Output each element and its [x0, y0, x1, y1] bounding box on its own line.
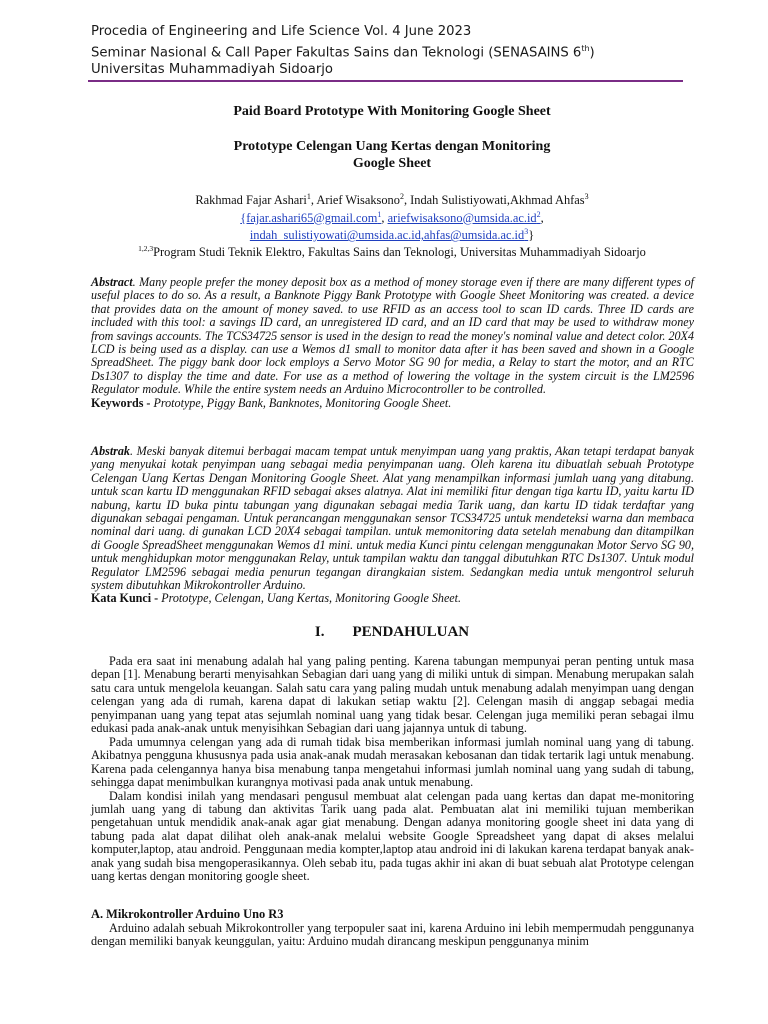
abstract-english [91, 276, 694, 410]
arduino-body [91, 922, 694, 949]
kata-kunci: Kata Kunci - Prototype, Celengan, Uang Kertas, Monitoring Google Sheet. [91, 591, 462, 606]
subsection-heading-arduino: A. Mikrokontroller Arduino Uno R3 [91, 907, 284, 921]
abstrak-body: Abstrak. Meski banyak ditemui berbagai macam tempat untuk menyimpan uang yang praktis, Akan tetapi terdapat banyak yang menyukai kotak penyimpan uang sebagai media penyimpanan uang. Oleh karena itu dibuatlah sebuah Prototype Celengan Uang Kertas Dengan Monitoring Google Sheet. Alat yang menampilkan informasi jumlah uang yang ditabung. untuk scan kartu ID menggunakan RFID sebagai akses alatnya. Alat ini memiliki fitur dengan tiga kartu ID, yaitu kartu ID nabung, kartu ID buka pintu tabungan yang digunakan sebagai media Tarik uang, dan kartu ID tidak terdaftar yang digunakan sebagai pengaman. Untuk perancangan menggunakan sensor TCS34725 untuk mendeteksi warna dan membaca nominal dari uang. di gunakan LCD 20X4 sebagai tampilan. untuk memonitoring data setelah menabung dan ditampilkan di Google SpreadSheet menggunakan Wemos d1 mini. untuk media Kunci pintu celengan menggunakan Motor Servo SG 90, untuk menghidupkan motor menggunakan Relay, untuk tampilan waktu dan tanggal dibutuhkan RTC Ds1307. Untuk modul Regulator LM2596 sebagai media penurun tegangan dirangkaian sistem. Sedangkan media untuk mengontrol seluruh system dibutuhkan Mikrokontroller Arduino. [91, 444, 694, 593]
author-emails-line-1: {fajar.ashari65@gmail.com$^1$, $ariefwisaksono@umsida.ac.id^2$, [240, 209, 544, 225]
paper-title-english: Paid Board Prototype With Monitoring Google Sheet [233, 104, 551, 119]
email-link-3[interactable]: $indah\_sulistiyowati@umsida.ac.id,ahfas@umsida.ac.id^3$ [249, 227, 529, 243]
paragraph: Dalam kondisi inilah yang mendasari pengusul membuat alat celengan pada uang kertas dan dapat me-monitoring jumlah uang yang di tabung dan aktivitas Tarik uang pada alat. Pembuatan alat ini memiliki tujuan memberikan pengetahuan untuk mendidik anak-anak agar giat menabung. Dengan adanya monitoring google sheet ini data yang di tabung pada alat dapat dilihat oleh anak-anak melalui website Google Spreadsheet yang dapat di akses melalui komputer,laptop, atau android. Penggunaan media kompter,laptop atau android ini di lakukan karena terdapat banyak anak-anak yang sudah bisa mengoperasikannya. Oleh sebab itu, pada tugas akhir ini akan di buat sebuah alat Prototype celengan uang kertas dengan monitoring google sheet. [91, 788, 694, 884]
abstract-body: Abstract. Many people prefer the money deposit box as a method of money storage even if there are many different types of useful places to do so. As a result, a Banknote Piggy Bank Prototype with Google Sheet Monitoring was created. a device that provides data on the amount of money saved. to use RFID as an access tool to scan ID cards. Three ID cards are included with this tool: a savings ID card, an unregistered ID card, and an ID card that may be used to withdraw money from savings accounts. The TCS34725 sensor is used in the design to read the money's nominal value and detect color. 20X4 LCD is being used as a display. can use a Wemos d1 small to monitor data after it has been saved and shown in a Google SpreadSheet. The piggy bank door lock employs a Servo Motor SG 90 for media, a Relay to start the motor, and an RTC Ds1307 to display the time and date. For use as a method of lowering the voltage in the system circuit is the LM2596 Regulator module. While the entire system needs an Arduino Microcontroller to be controlled. [91, 275, 694, 397]
header-divider [88, 80, 683, 82]
author-emails-line-2: $indah\_sulistiyowati@umsida.ac.id,ahfas@umsida.ac.id^3$} [249, 227, 535, 243]
paragraph: Arduino adalah sebuah Mikrokontroller yang terpopuler saat ini, karena Arduino ini lebih mempermudah penggunanya dengan memiliki banyak keunggulan, yaitu: Arduino mudah dirancang meskipun penggunanya minim [91, 921, 694, 949]
affiliation: $^{1,2,3}$Program Studi Teknik Elektro, Fakultas Sains dan Teknologi, Universitas Muhammadiyah Sidoarjo [138, 244, 646, 260]
section-heading-introduction: I. PENDAHULUAN [314, 624, 470, 640]
journal-header [91, 24, 691, 78]
abstrak-label: Abstrak [91, 444, 130, 458]
email-link-1[interactable]: {fajar.ashari65@gmail.com$^1$ [240, 209, 382, 225]
email-link-2[interactable]: $ariefwisaksono@umsida.ac.id^2$ [387, 209, 541, 225]
author-names: Rakhmad Fajar Ashari$^1$, Arief Wisaksono$^2$, Indah Sulistiyowati,Akhmad Ahfas$^3$ [195, 192, 589, 208]
journal-name: Procedia of Engineering and Life Science Vol. 4 June 2023 [91, 24, 472, 39]
abstract-label: Abstract [91, 275, 133, 289]
university-name: Universitas Muhammadiyah Sidoarjo [91, 61, 333, 77]
introduction-body [91, 655, 694, 884]
keywords: Keywords - Prototype, Piggy Bank, Banknotes, Monitoring Google Sheet. [91, 395, 452, 410]
paper-titles [92, 103, 692, 172]
conference-name: Seminar Nasional & Call Paper Fakultas Sains dan Teknologi (SENASAINS 6th) [91, 43, 595, 60]
author-block [92, 190, 692, 243]
paragraph: Pada umumnya celengan yang ada di rumah tidak bisa memberikan informasi jumlah nominal uang yang di tabung. Akibatnya pengguna khususnya pada usia anak-anak mudah merasakan kebosanan dan tidak tertarik lagi untuk menabung. Karena pada celengannya hanya bisa menabung tanpa mengetahui informasi jumlah nominal uang yang sudah di tabung, sehingga dapat menimbulkan kurangnya motivasi pada anak untuk menabung. [91, 734, 694, 790]
abstract-indonesian [91, 445, 694, 606]
paragraph: Pada era saat ini menabung adalah hal yang paling penting. Karena tabungan mempunyai peran penting untuk masa depan [1]. Menabung berarti menyisahkan Sebagian dari uang yang di miliki untuk di simpan. Menabung merupakan salah satu cara untuk mengelola keuangan. Salah satu cara yang paling mudah untuk menabung adalah menyimpan uang dengan celengan yang ada di rumah, karena dapat di lakukan setiap waktu [2]. Celengan masih di anggap sebagai media penyimpanan uang yang tepat atas sejumlah nominal uang yang tidak besar. Celengan juga memiliki peran sebagai ilmu edukasi pada anak-anak untuk menyisihkan Sebagian dari uang jajannya untuk di tabung. [91, 654, 694, 736]
paper-title-indonesian: Prototype Celengan Uang Kertas dengan Monitoring Google Sheet [233, 139, 551, 171]
